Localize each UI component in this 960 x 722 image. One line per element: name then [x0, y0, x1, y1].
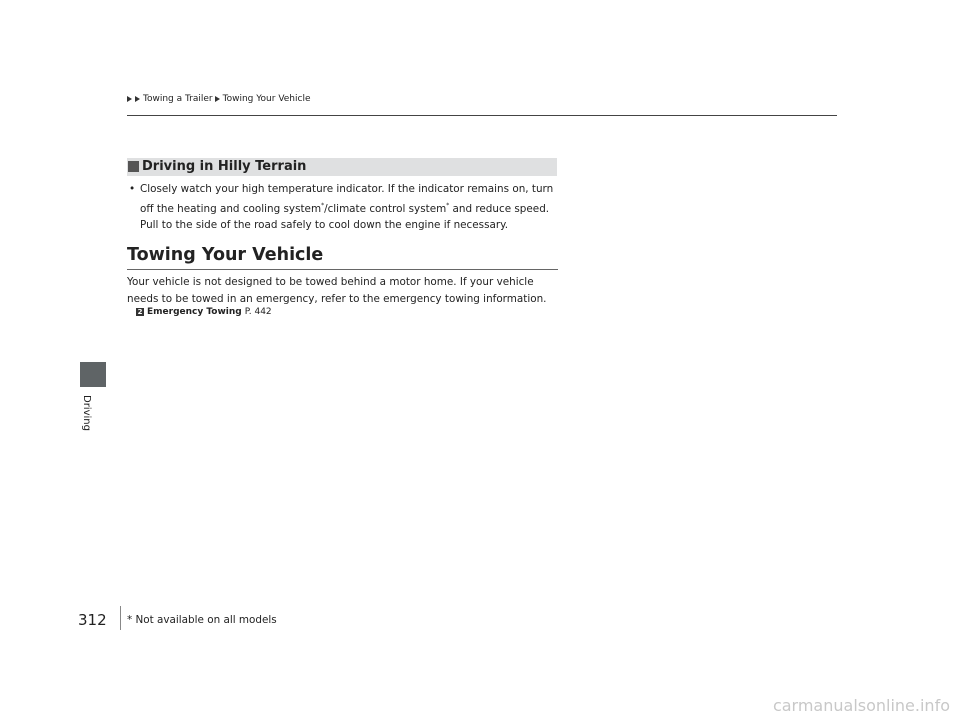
footnote-star: * — [446, 201, 450, 209]
breadcrumb — [127, 94, 311, 104]
watermark: carmanualsonline.info — [772, 696, 950, 715]
breadcrumb-item-towing-your-vehicle[interactable]: Towing Your Vehicle — [222, 94, 311, 104]
cross-reference-icon: 2 — [137, 308, 143, 316]
bullet-text-part2: /climate control system — [324, 202, 447, 215]
cross-reference-link[interactable] — [136, 307, 272, 317]
footnote-star: * — [321, 201, 325, 209]
cross-reference-label: Emergency Towing — [147, 307, 242, 317]
chapter-tab[interactable] — [80, 362, 106, 387]
bullet-dot-icon: • — [129, 183, 136, 195]
footnote-divider — [120, 606, 121, 630]
breadcrumb-item-towing-a-trailer[interactable]: Towing a Trailer — [143, 94, 213, 104]
breadcrumb-arrow-icon — [127, 96, 132, 102]
bullet-text-part3: and reduce speed. Pull to the side of the road safely to cool down the engine if necessary. — [140, 202, 550, 231]
page-number: 312 — [78, 611, 107, 629]
cross-reference-page: P. 442 — [244, 307, 272, 317]
breadcrumb-arrow-icon — [215, 96, 220, 102]
towing-paragraph: Your vehicle is not designed to be towed behind a motor home. If your vehicle needs to be towed in an emergency, refer to the emergency towing information. — [127, 276, 547, 305]
towing-heading: Towing Your Vehicle — [127, 245, 324, 265]
section-header — [127, 158, 557, 176]
bullet-item — [127, 181, 557, 234]
bullet-text — [140, 181, 557, 234]
breadcrumb-arrow-icon — [135, 96, 140, 102]
footnote: * Not available on all models — [127, 614, 277, 626]
chapter-label: Driving — [81, 395, 92, 431]
header-divider — [127, 115, 837, 116]
heading-divider — [127, 269, 558, 270]
bullet-text-part1: Closely watch your high temperature indicator. If the indicator remains on, turn off the heating and cooling system — [140, 183, 554, 215]
section-title: Driving in Hilly Terrain — [142, 159, 307, 174]
section-marker-icon — [128, 161, 139, 172]
